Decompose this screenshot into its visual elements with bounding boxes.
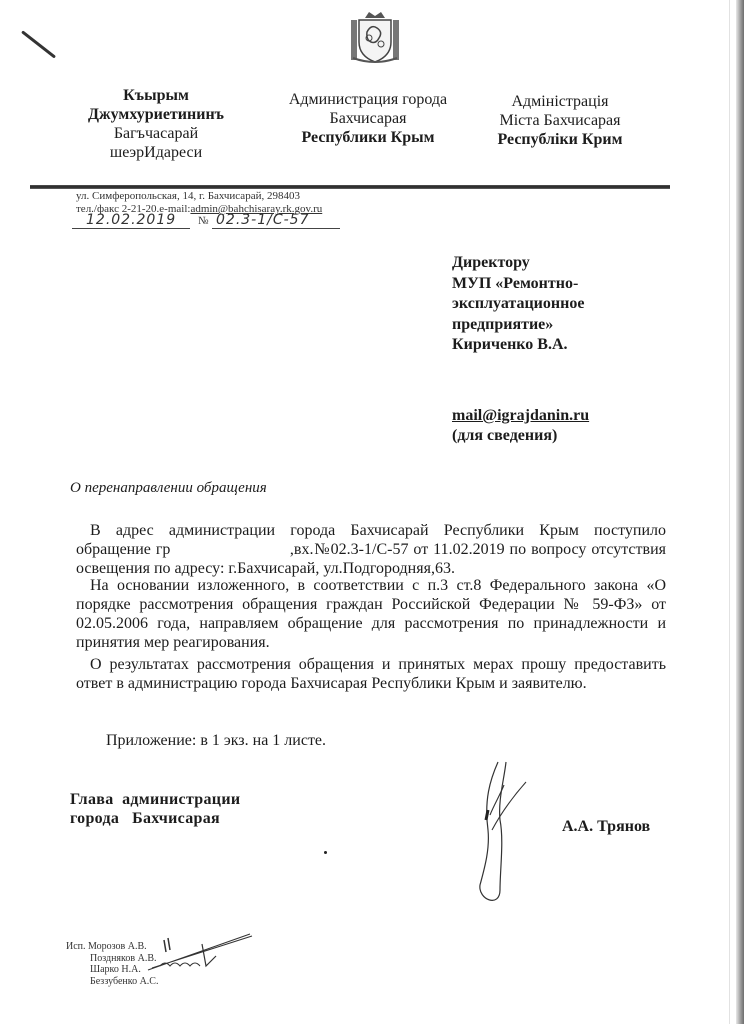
scan-line: [729, 0, 730, 1024]
executor-3: Шарко Н.А.: [90, 964, 141, 975]
copy-to-block: [452, 406, 589, 446]
executor-signatures: [140, 930, 270, 975]
header-right-line1: Адміністрація: [511, 93, 609, 110]
addressee-block: [452, 253, 584, 356]
header-divider: [30, 185, 670, 189]
registration-date-underline: [72, 228, 190, 229]
header-russian: [278, 90, 458, 147]
signatory-name: А.А. Трянов: [562, 818, 651, 835]
scan-border: [736, 0, 744, 1024]
registration-number: 02.3-1/C-57: [216, 212, 310, 228]
registration-number-underline: [212, 228, 340, 229]
header-center-line1: Администрация города: [288, 91, 448, 108]
header-left-line1: Къырым: [123, 87, 189, 104]
body-paragraph-1: В адрес администрации города Бахчисарай Республики Крым поступило обращение гр ,вх.№02.3-1/С-57 от 11.02.2019 по вопросу отсутствия освещения по адресу: г.Бахчисарай, ул.Подгородняя,63.: [76, 522, 670, 577]
copy-to-note: (для сведения): [452, 427, 558, 444]
letter-subject: О перенаправлении обращения: [70, 480, 267, 496]
address-phone: тел./факс 2-21-20.e-mail:: [76, 203, 191, 215]
header-left-line4: шеэрИдареси: [109, 144, 203, 161]
signatory-title: [70, 790, 240, 828]
body-paragraph-2: На основании изложенного, в соответствии с п.3 ст.8 Федерального закона «О порядке рассмотрения обращения граждан Российской Федерации № 59-ФЗ» от 02.05.2006 года, направляем обращение для рассмотрения по принадлежности и принятия мер реагирования.: [76, 577, 666, 651]
registration-number-label: №: [198, 215, 209, 227]
header-crimean-tatar: [76, 86, 236, 162]
executor-2: Поздняков А.В.: [90, 952, 157, 964]
address-street: ул. Симферопольская, 14, г. Бахчисарай, 298403: [76, 190, 300, 202]
header-ukrainian: [480, 92, 640, 149]
stray-mark: [324, 851, 327, 854]
addressee-line2: МУП «Ремонтно-: [452, 274, 579, 292]
registration-date: 12.02.2019: [86, 212, 177, 228]
address-email-link[interactable]: admin@bahchisaray.rk.gov.ru: [190, 203, 323, 215]
handwritten-signature: [470, 760, 540, 905]
header-center-line3: Республики Крым: [301, 129, 435, 146]
signatory-title-line2: города Бахчисарая: [70, 810, 220, 827]
signatory-title-line1: Глава администрации: [70, 791, 241, 808]
addressee-line3: эксплуатационное: [452, 295, 585, 312]
header-right-line2: Міста Бахчисарая: [499, 112, 621, 129]
body-paragraph-3: О результатах рассмотрения обращения и принятых мерах прошу предоставить ответ в администрацию города Бахчисарая Республики Крым и заявителю.: [76, 656, 666, 692]
staple-mark: [21, 30, 56, 58]
addressee-line5: Кириченко В.А.: [452, 336, 568, 353]
header-center-line2: Бахчисарая: [329, 110, 407, 127]
executor-1: Исп. Морозов А.В.: [66, 941, 147, 952]
addressee-line4: предприятие»: [452, 315, 554, 333]
header-left-line3: Багъчасарай: [113, 125, 199, 142]
registration-line: [72, 212, 342, 229]
copy-to-email-link[interactable]: mail@igrajdanin.ru: [452, 407, 590, 424]
executor-4: Беззубенко А.С.: [90, 975, 159, 987]
header-right-line3: Республіки Крим: [497, 131, 623, 148]
header-left-line2: Джумхуриетининъ: [88, 106, 224, 123]
attachment-note: Приложение: в 1 экз. на 1 листе.: [106, 732, 327, 749]
addressee-line1: Директору: [452, 254, 530, 271]
crimea-coat-of-arms-icon: [345, 10, 405, 66]
